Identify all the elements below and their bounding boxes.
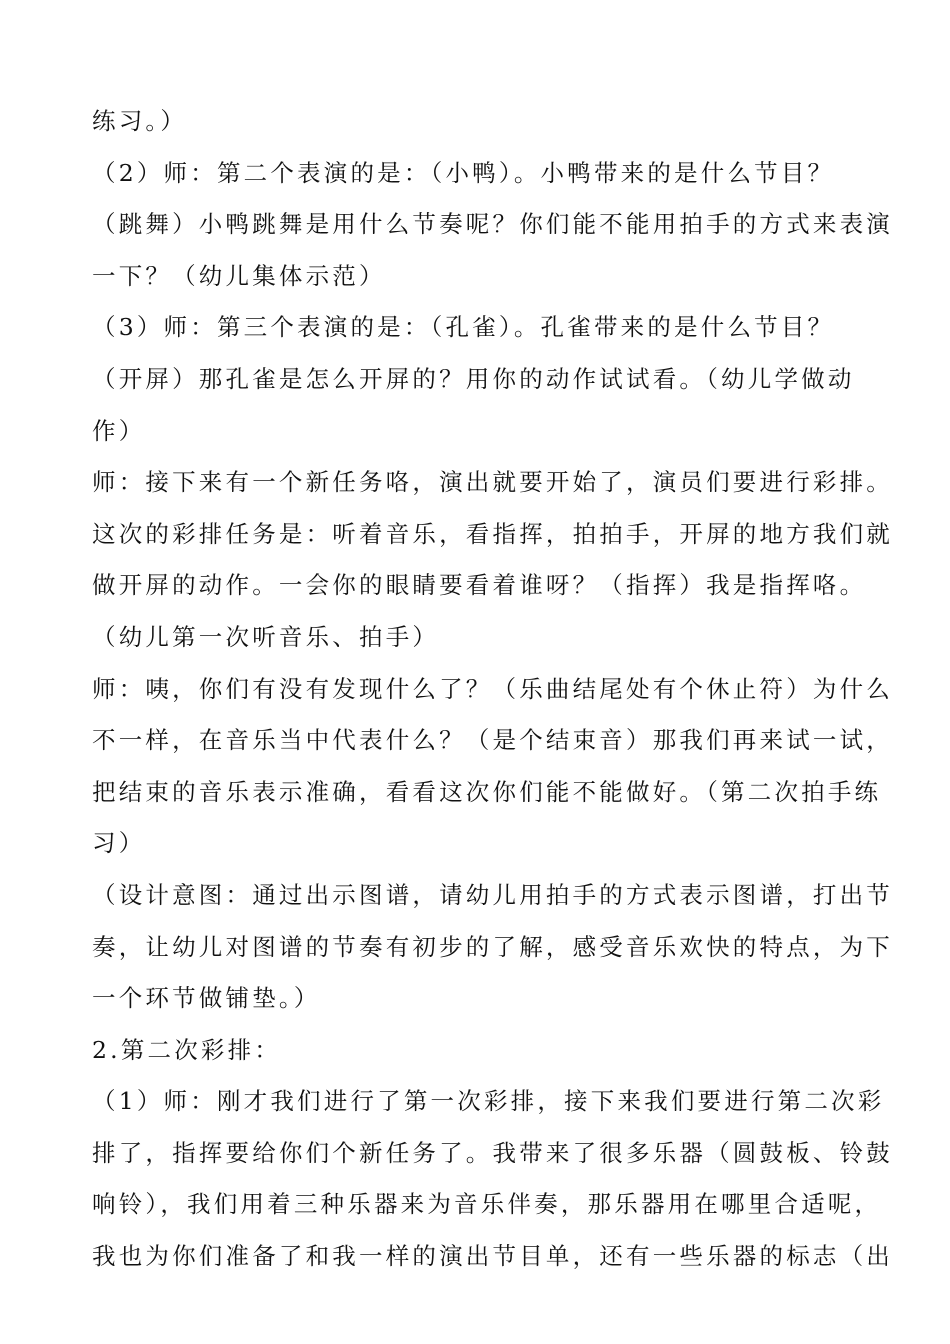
text-line: 作） — [92, 416, 146, 445]
text-line: （开屏）那孔雀是怎么开屏的？用你的动作试试看。（幼儿学做动 — [92, 364, 855, 393]
text-line: 练习。） — [92, 107, 188, 135]
text-line: 一个环节做铺垫。） — [92, 984, 321, 1013]
text-line: （3）师：第三个表演的是：（孔雀）。孔雀带来的是什么节目？ — [92, 313, 835, 342]
text-line: （1）师：刚才我们进行了第一次彩排，接下来我们要进行第二次彩 — [92, 1087, 885, 1116]
text-line: （设计意图：通过出示图谱，请幼儿用拍手的方式表示图谱，打出节 — [92, 880, 893, 909]
text-line: 我也为你们准备了和我一样的演出节目单，还有一些乐器的标志（出 — [92, 1242, 893, 1271]
text-line: 习） — [92, 829, 146, 858]
text-line: 做开屏的动作。一会你的眼睛要看着谁呀？（指挥）我是指挥咯。 — [92, 571, 867, 600]
text-line: 把结束的音乐表示准确，看看这次你们能不能做好。（第二次拍手练 — [92, 777, 882, 806]
text-line: （2）师：第二个表演的是：（小鸭）。小鸭带来的是什么节目？ — [92, 158, 835, 187]
text-line: 师：接下来有一个新任务咯，演出就要开始了，演员们要进行彩排。 — [92, 468, 893, 497]
text-line: 师：咦，你们有没有发现什么了？（乐曲结尾处有个休止符）为什么 — [92, 674, 893, 703]
document-body — [92, 96, 893, 1283]
text-line: 不一样，在音乐当中代表什么？（是个结束音）那我们再来试一试， — [92, 726, 893, 755]
text-line: 奏，让幼儿对图谱的节奏有初步的了解，感受音乐欢快的特点，为下 — [92, 932, 893, 961]
section-heading: 2.第二次彩排： — [92, 1035, 282, 1064]
text-line: 排了，指挥要给你们个新任务了。我带来了很多乐器（圆鼓板、铃鼓 — [92, 1138, 893, 1167]
text-line: （跳舞）小鸭跳舞是用什么节奏呢？你们能不能用拍手的方式来表演 — [92, 210, 893, 239]
text-line: 一下？（幼儿集体示范） — [92, 261, 386, 290]
text-line: 这次的彩排任务是：听着音乐，看指挥，拍拍手，开屏的地方我们就 — [92, 519, 893, 548]
text-line: 响铃），我们用着三种乐器来为音乐伴奏，那乐器用在哪里合适呢， — [92, 1190, 882, 1219]
text-line: （幼儿第一次听音乐、拍手） — [92, 622, 440, 651]
